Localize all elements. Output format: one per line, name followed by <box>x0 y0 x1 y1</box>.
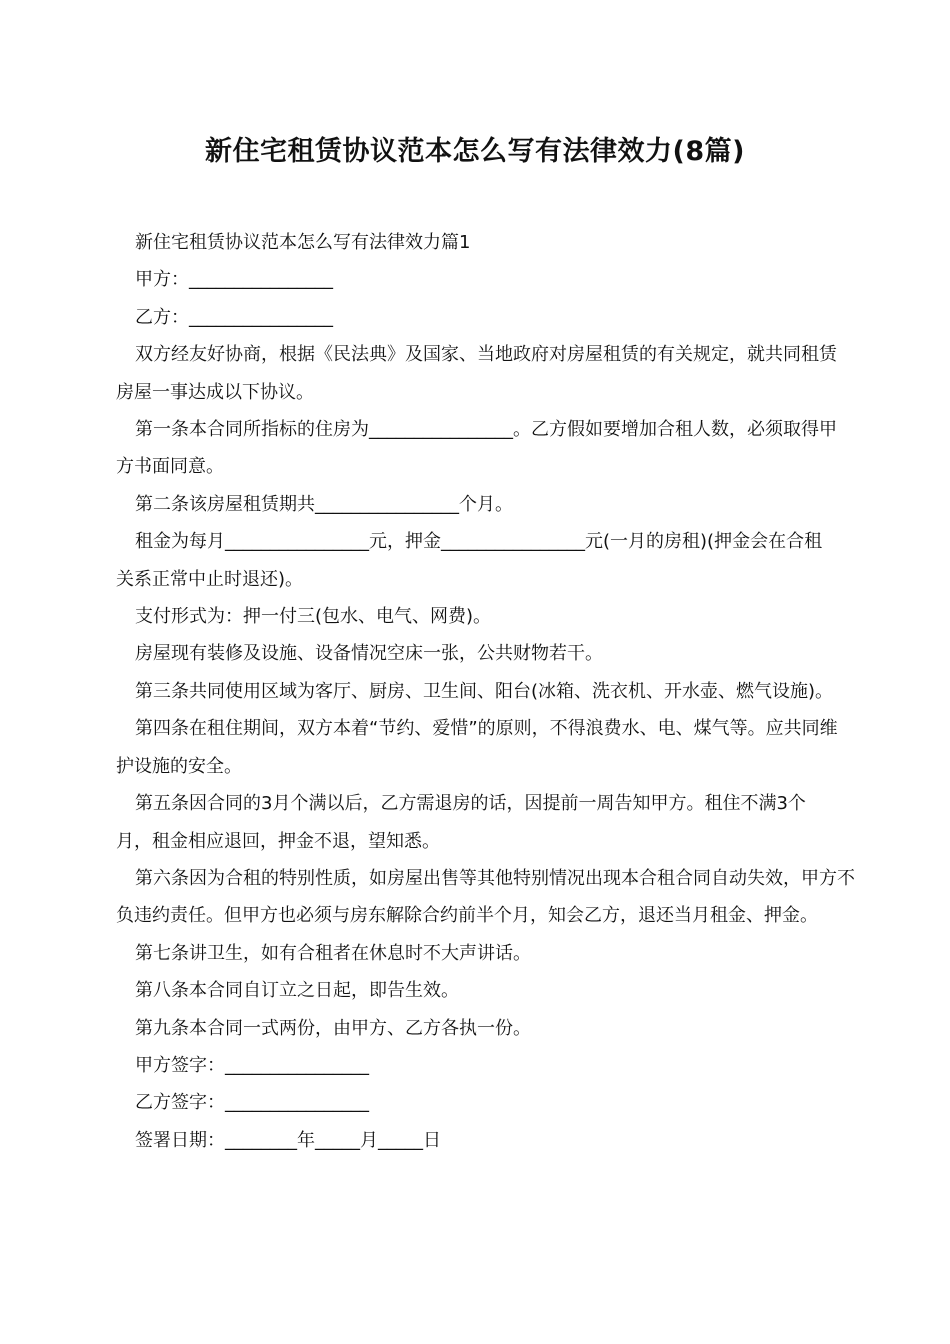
article-8-paragraph: 第八条本合同自订立之日起，即告生效。 <box>135 980 459 1002</box>
article-1-paragraph: 第一条本合同所指标的住房为________________。乙方假如要增加合租人数，必须取得甲方书面同意。 <box>116 419 837 478</box>
document-title: 新住宅租赁协议范本怎么写有法律效力(8篇) <box>205 136 745 167</box>
article-6-paragraph: 第六条因为合租的特别性质，如房屋出售等其他特别情况出现本合租合同自动失效，甲方不负违约责任。但甲方也必须与房东解除合约前半个月，知会乙方，退还当月租金、押金。 <box>116 867 855 927</box>
party-b-signature-line: 乙方签字：________________ <box>135 1092 369 1114</box>
article-4-paragraph: 第四条在租住期间，双方本着“节约、爱惜”的原则，不得浪费水、电、煤气等。应共同维护设施的安全。 <box>116 718 838 777</box>
document-body <box>116 224 855 1159</box>
facilities-paragraph: 房屋现有装修及设施、设备情况空床一张，公共财物若干。 <box>135 643 603 665</box>
section-heading: 新住宅租赁协议范本怎么写有法律效力篇1 <box>135 232 471 253</box>
preamble-paragraph: 双方经友好协商，根据《民法典》及国家、当地政府对房屋租赁的有关规定，就共同租赁房屋一事达成以下协议。 <box>116 344 837 403</box>
article-2-paragraph: 第二条该房屋租赁期共________________个月。 <box>135 493 513 515</box>
article-9-paragraph: 第九条本合同一式两份，由甲方、乙方各执一份。 <box>135 1017 531 1039</box>
party-a-signature-line: 甲方签字：________________ <box>135 1054 369 1076</box>
article-7-paragraph: 第七条讲卫生，如有合租者在休息时不大声讲话。 <box>135 942 531 964</box>
party-a-line: 甲方：________________ <box>135 269 333 291</box>
article-5-paragraph: 第五条因合同的3月个满以后，乙方需退房的话，因提前一周告知甲方。租住不满3个月，租金相应退回，押金不退，望知悉。 <box>116 793 806 852</box>
rent-paragraph: 租金为每月________________元，押金________________元(一月的房租)(押金会在合租关系正常中止时退还)。 <box>116 531 823 590</box>
article-3-paragraph: 第三条共同使用区域为客厅、厨房、卫生间、阳台(冰箱、洗衣机、开水壶、燃气设施)。 <box>135 680 834 702</box>
signing-date-line: 签署日期：________年_____月_____日 <box>135 1129 441 1151</box>
party-b-line: 乙方：________________ <box>135 306 333 328</box>
payment-paragraph: 支付形式为：押一付三(包水、电气、网费)。 <box>135 606 492 628</box>
